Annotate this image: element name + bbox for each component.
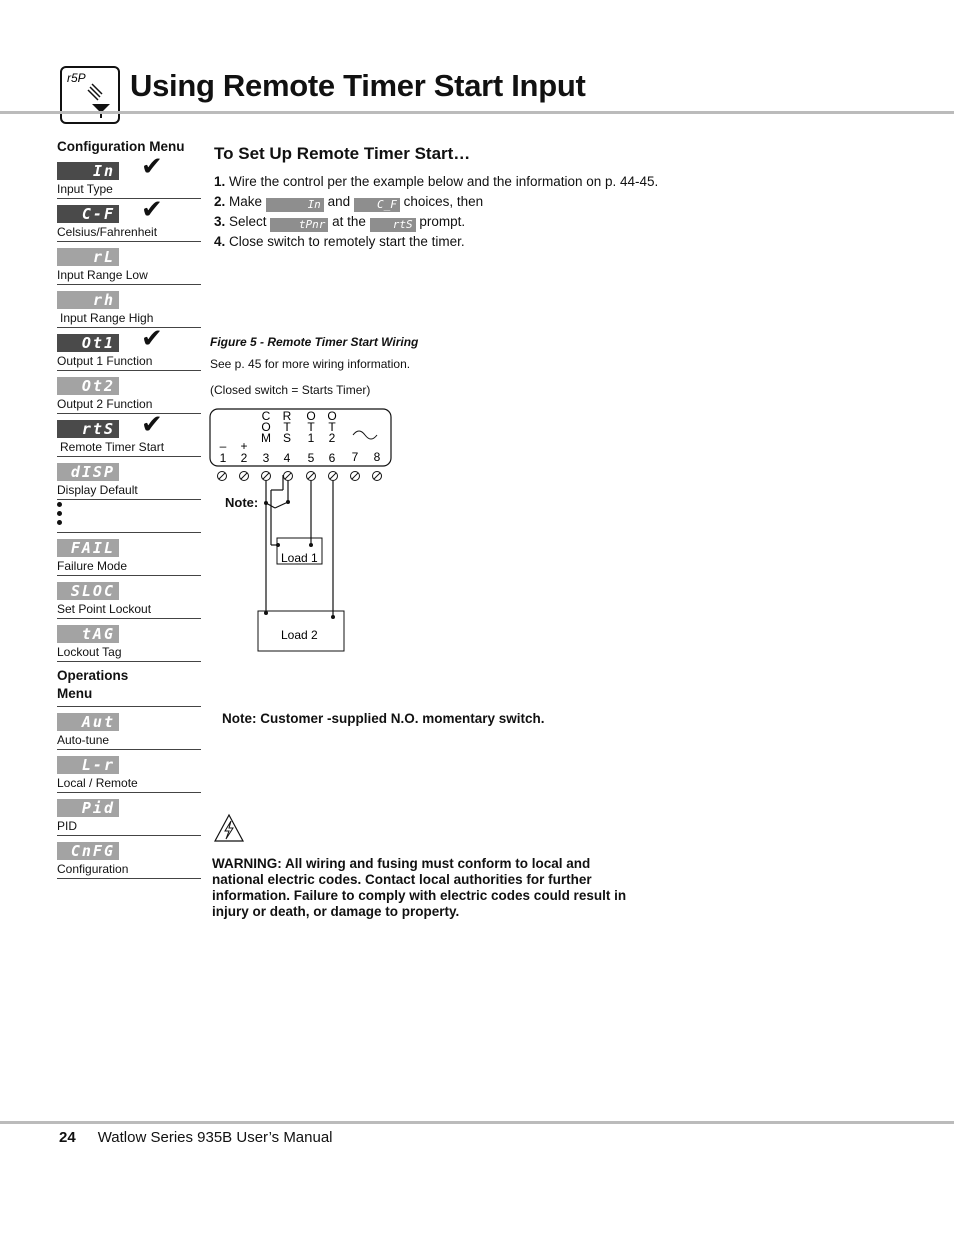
menu-sidebar (57, 138, 201, 879)
lcd-code: rh (57, 291, 119, 309)
menu-item (57, 836, 201, 879)
terminal-2: 2 (240, 451, 248, 465)
menu-item-label: Failure Mode (57, 559, 128, 573)
lcd-c-f: C_F (354, 198, 400, 212)
col3-c: C (261, 409, 271, 423)
polarity-plus: + (240, 439, 248, 453)
col4-r: R (282, 409, 292, 423)
checkmark-icon: ✔ (141, 152, 163, 182)
operations-menu-heading: Operations Menu (57, 667, 201, 707)
lcd-code: L-r (57, 756, 119, 774)
warning-text: WARNING: All wiring and fusing must conform to local and national electric codes. Contact local authorities for further information. Failure to comply with electric codes could result in injury or death, or damage to property. (212, 856, 627, 919)
lcd-in: In (266, 198, 324, 212)
menu-item-label: PID (57, 819, 78, 833)
menu-item (57, 285, 201, 328)
menu-item (57, 457, 201, 500)
step-3: 3. Select tPnr at the rtS prompt. (214, 214, 466, 231)
prompt-icon (60, 66, 120, 124)
menu-item (57, 707, 201, 750)
terminal-1: 1 (219, 451, 227, 465)
menu-item (57, 152, 201, 199)
menu-item-label: Display Default (57, 483, 138, 497)
terminal-6: 6 (328, 451, 336, 465)
menu-item-label: Auto-tune (57, 733, 110, 747)
step-2: 2. Make In and C_F choices, then (214, 194, 484, 211)
col4-s: S (282, 431, 292, 445)
lcd-code: dISP (57, 463, 119, 481)
menu-item (57, 576, 201, 619)
step-1: 1. Wire the control per the example below and the information on p. 44-45. (214, 174, 659, 189)
manual-title: Watlow Series 935B User’s Manual (97, 1129, 333, 1146)
col3-o: O (261, 420, 271, 434)
col5-t: T (307, 420, 315, 434)
terminal-5: 5 (307, 451, 315, 465)
menu-item (57, 533, 201, 576)
checkmark-icon: ✔ (141, 195, 163, 225)
lcd-code: Ot1 (57, 334, 119, 352)
menu-item-label: Output 2 Function (57, 397, 153, 411)
terminal-7: 7 (351, 450, 359, 464)
menu-item-label: Set Point Lockout (57, 602, 152, 616)
lcd-code: In (57, 162, 119, 180)
col5-o: O (306, 409, 316, 423)
config-menu-heading: Configuration Menu (57, 139, 185, 154)
polarity-minus: – (219, 439, 227, 453)
figure-caption: Figure 5 - Remote Timer Start Wiring (210, 335, 419, 349)
footer-divider (0, 1121, 954, 1124)
menu-item-label: Input Type (57, 182, 113, 196)
checkmark-icon: ✔ (141, 410, 163, 440)
menu-item-label: Input Range High (60, 311, 154, 325)
col6-t: T (328, 420, 336, 434)
more-items-dots (57, 500, 201, 533)
col4-t: T (283, 420, 291, 434)
page-number: 24 (59, 1129, 76, 1146)
lcd-rts: rtS (370, 218, 416, 232)
load-1-label: Load 1 (281, 551, 318, 565)
header-divider (0, 111, 954, 114)
menu-item (57, 324, 201, 371)
page-footer (59, 1129, 333, 1146)
col6-2: 2 (328, 431, 336, 445)
figure-subcaption: See p. 45 for more wiring information. (210, 357, 411, 371)
menu-item-label: Input Range Low (57, 268, 148, 282)
terminal-8: 8 (373, 450, 381, 464)
menu-item (57, 371, 201, 414)
setup-steps (214, 172, 658, 252)
figure-closed-note: (Closed switch = Starts Timer) (210, 383, 371, 397)
lcd-code: C-F (57, 205, 119, 223)
menu-item (57, 195, 201, 242)
ac-symbol (353, 431, 377, 439)
prompt-icon-text: r5P (67, 71, 86, 85)
lcd-code: Pid (57, 799, 119, 817)
page-title: Using Remote Timer Start Input (130, 68, 586, 103)
menu-item (57, 793, 201, 836)
lcd-code: CnFG (57, 842, 119, 860)
col6-o: O (327, 409, 337, 423)
lcd-code: rtS (57, 420, 119, 438)
checkmark-icon: ✔ (141, 324, 163, 354)
customer-switch-note: Note: Customer -supplied N.O. momentary switch. (222, 711, 545, 726)
menu-item-label: Configuration (57, 862, 129, 876)
lcd-code: Ot2 (57, 377, 119, 395)
lcd-tpnr: tPnr (270, 218, 328, 232)
section-heading: To Set Up Remote Timer Start… (214, 144, 471, 163)
lcd-code: rL (57, 248, 119, 266)
lcd-code: Aut (57, 713, 119, 731)
menu-item-label: Output 1 Function (57, 354, 153, 368)
menu-item (57, 619, 201, 662)
warning-icon (213, 813, 245, 843)
col3-m: M (261, 431, 271, 445)
lcd-code: tAG (57, 625, 119, 643)
menu-item-label: Lockout Tag (57, 645, 122, 659)
menu-item-label: Remote Timer Start (60, 440, 165, 454)
terminal-4: 4 (283, 451, 291, 465)
menu-item-label: Local / Remote (57, 776, 138, 790)
menu-item (57, 750, 201, 793)
menu-item (57, 410, 201, 457)
load-2-label: Load 2 (281, 628, 318, 642)
col5-1: 1 (307, 431, 315, 445)
lcd-code: FAIL (57, 539, 119, 557)
lcd-code: SLOC (57, 582, 119, 600)
wiring-diagram (205, 405, 405, 655)
menu-item (57, 242, 201, 285)
menu-item-label: Celsius/Fahrenheit (57, 225, 158, 239)
step-4: 4. Close switch to remotely start the timer. (214, 234, 465, 249)
switch-note-label: Note: (225, 495, 259, 510)
terminal-3: 3 (262, 451, 270, 465)
